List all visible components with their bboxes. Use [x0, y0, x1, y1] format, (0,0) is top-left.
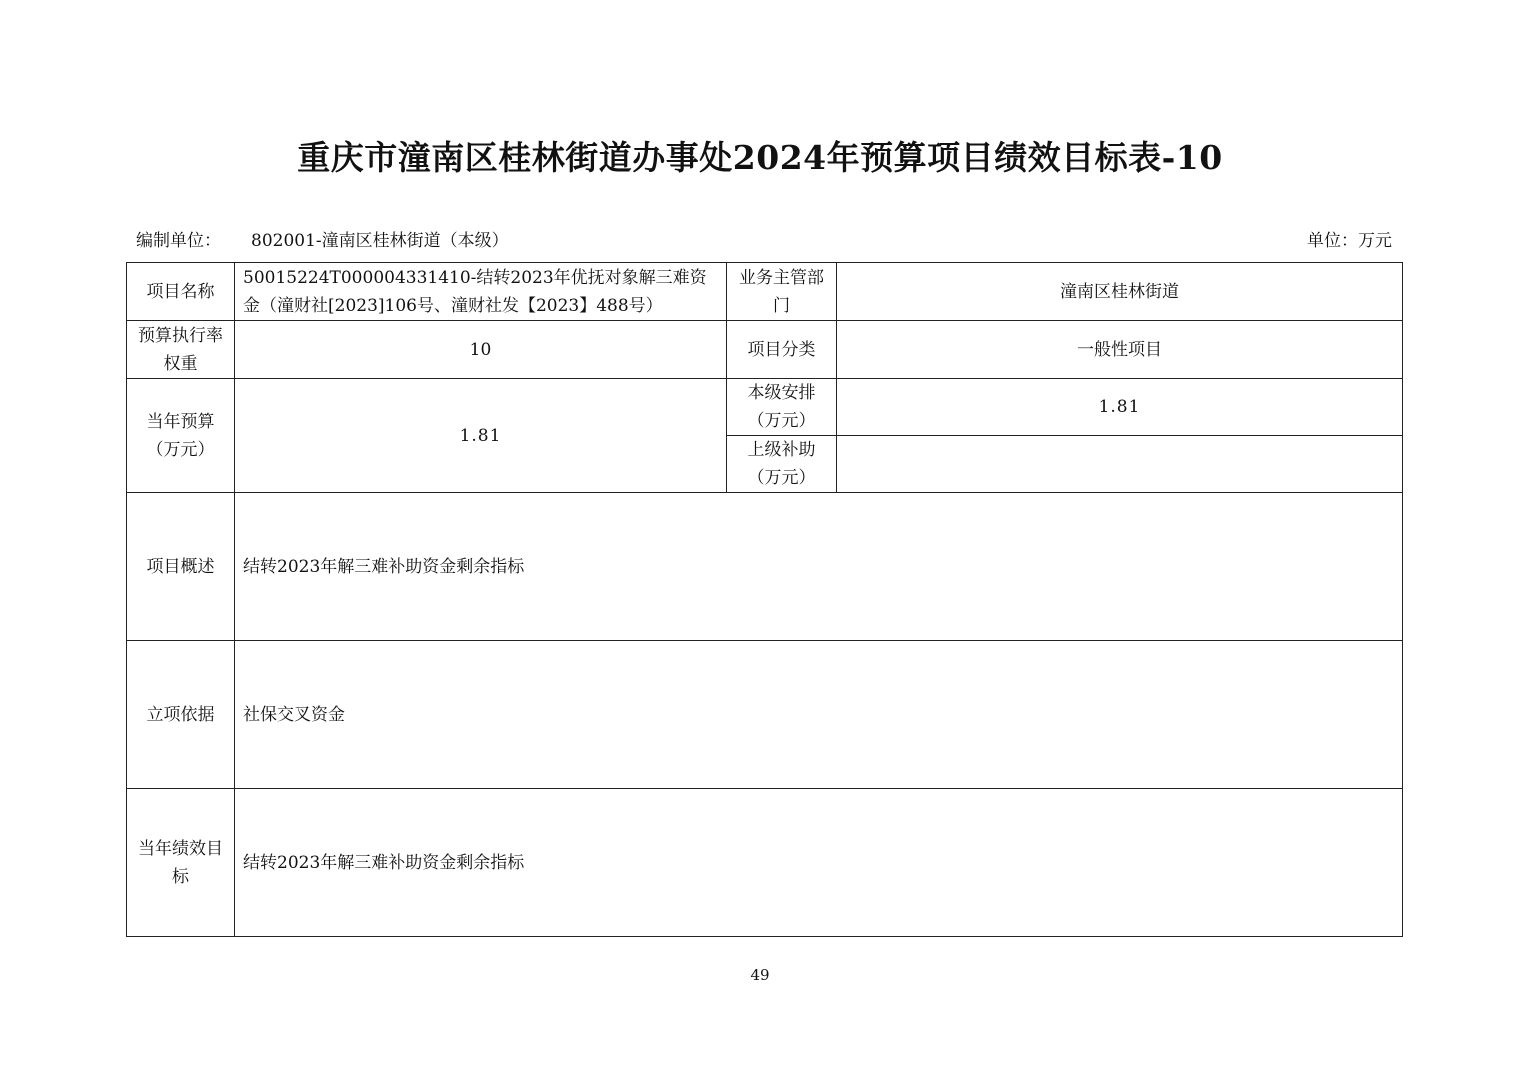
upper-subsidy-value	[837, 436, 1403, 493]
exec-weight-value: 10	[235, 321, 727, 379]
table-row	[127, 641, 1403, 789]
table-row	[127, 263, 1403, 321]
goal-label: 当年绩效目标	[127, 789, 235, 937]
overview-label: 项目概述	[127, 493, 235, 641]
performance-target-table	[126, 262, 1403, 937]
category-label: 项目分类	[727, 321, 837, 379]
overview-value: 结转2023年解三难补助资金剩余指标	[235, 493, 1403, 641]
page-number: 49	[750, 966, 770, 984]
table-row	[127, 493, 1403, 641]
basis-label: 立项依据	[127, 641, 235, 789]
exec-weight-label: 预算执行率权重	[127, 321, 235, 379]
compiling-unit-value: 802001-潼南区桂林街道（本级）	[251, 231, 509, 251]
project-name-label: 项目名称	[127, 263, 235, 321]
table-row	[127, 789, 1403, 937]
meta-row	[136, 226, 1392, 250]
basis-value: 社保交叉资金	[235, 641, 1403, 789]
page-title: 重庆市潼南区桂林街道办事处2024年预算项目绩效目标表-10	[297, 138, 1223, 177]
category-value: 一般性项目	[837, 321, 1403, 379]
dept-label: 业务主管部门	[727, 263, 837, 321]
goal-value: 结转2023年解三难补助资金剩余指标	[235, 789, 1403, 937]
table-row	[127, 379, 1403, 436]
budget-value: 1.81	[235, 379, 727, 493]
currency-unit: 单位：万元	[1307, 231, 1392, 251]
table-row	[127, 321, 1403, 379]
budget-label: 当年预算（万元）	[127, 379, 235, 493]
local-arrangement-label: 本级安排（万元）	[727, 379, 837, 436]
upper-subsidy-label: 上级补助（万元）	[727, 436, 837, 493]
project-name-value: 50015224T000004331410-结转2023年优抚对象解三难资金（潼财社[2023]106号、潼财社发【2023】488号）	[235, 263, 727, 321]
compiling-unit	[136, 226, 509, 251]
dept-value: 潼南区桂林街道	[837, 263, 1403, 321]
compiling-unit-label: 编制单位：	[136, 231, 221, 251]
local-arrangement-value: 1.81	[837, 379, 1403, 436]
